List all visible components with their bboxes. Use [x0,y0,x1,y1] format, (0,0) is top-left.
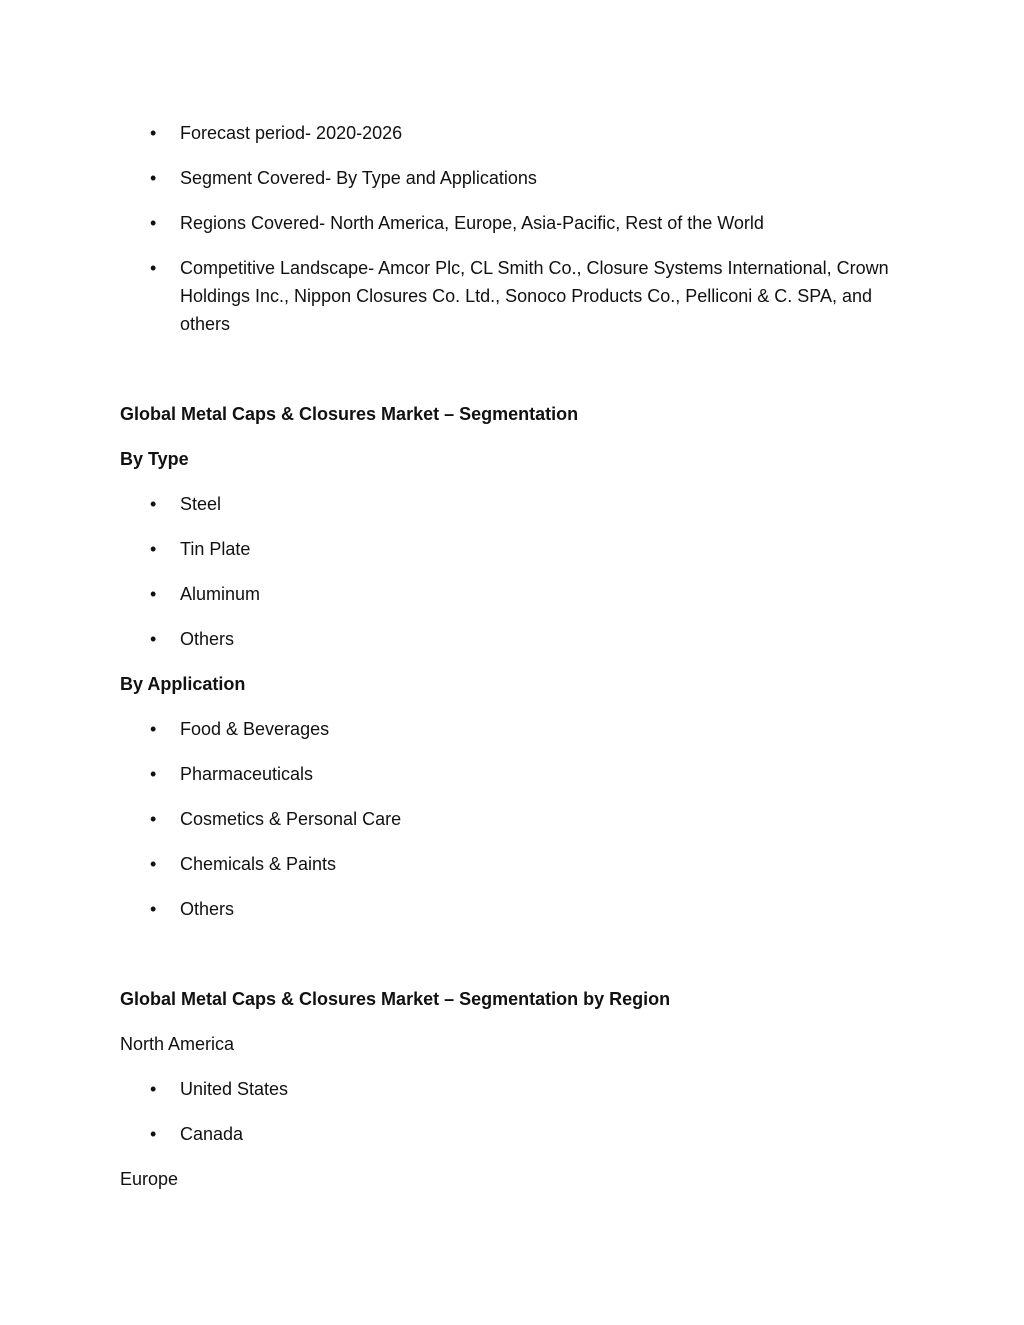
list-item [120,119,900,147]
bullet-icon: • [150,168,157,188]
application-item-label: Pharmaceuticals [180,764,314,784]
by-type-heading: By Type [120,449,189,469]
list-item [120,164,900,192]
regions-covered-text: Regions Covered- North America, Europe, Asia-Pacific, Rest of the World [180,213,764,233]
list-item [120,1120,900,1148]
forecast-period-text: Forecast period- 2020-2026 [180,123,403,143]
bullet-icon: • [150,899,157,919]
country-label: Canada [180,1124,244,1144]
list-item [120,490,900,518]
north-america-list [120,1075,900,1148]
report-scope-list [120,119,900,338]
application-item-label: Chemicals & Paints [180,854,337,874]
bullet-icon: • [150,584,157,604]
list-item [120,254,900,338]
application-item-label: Cosmetics & Personal Care [180,809,402,829]
europe-label: Europe [120,1169,179,1189]
competitive-landscape-text: Competitive Landscape- Amcor Plc, CL Smith Co., Closure Systems International, Crown Holdings Inc., Nippon Closures Co. Ltd., Sonoco Products Co., Pelliconi & C. SPA, and others [180,258,889,334]
list-item [120,535,900,563]
by-application-heading: By Application [120,674,246,694]
bullet-icon: • [150,1079,157,1099]
segment-covered-text: Segment Covered- By Type and Applications [180,168,537,188]
region-segmentation-heading: Global Metal Caps & Closures Market – Segmentation by Region [120,989,671,1009]
bullet-icon: • [150,854,157,874]
application-item-label: Food & Beverages [180,719,330,739]
application-item-label: Others [180,899,235,919]
bullet-icon: • [150,764,157,784]
type-list [120,490,900,653]
bullet-icon: • [150,1124,157,1144]
list-item [120,209,900,237]
type-item-label: Aluminum [180,584,261,604]
type-item-label: Tin Plate [180,539,251,559]
bullet-icon: • [150,123,157,143]
bullet-icon: • [150,719,157,739]
list-item [120,1075,900,1103]
bullet-icon: • [150,629,157,649]
type-item-label: Others [180,629,235,649]
bullet-icon: • [150,539,157,559]
bullet-icon: • [150,258,157,278]
country-label: United States [180,1079,289,1099]
list-item [120,580,900,608]
bullet-icon: • [150,494,157,514]
bullet-icon: • [150,809,157,829]
segmentation-heading: Global Metal Caps & Closures Market – Segmentation [120,404,579,424]
bullet-icon: • [150,213,157,233]
list-item [120,715,900,743]
list-item [120,895,900,923]
list-item [120,850,900,878]
application-list [120,715,900,923]
north-america-label: North America [120,1034,235,1054]
list-item [120,760,900,788]
list-item [120,625,900,653]
type-item-label: Steel [180,494,222,514]
list-item [120,805,900,833]
